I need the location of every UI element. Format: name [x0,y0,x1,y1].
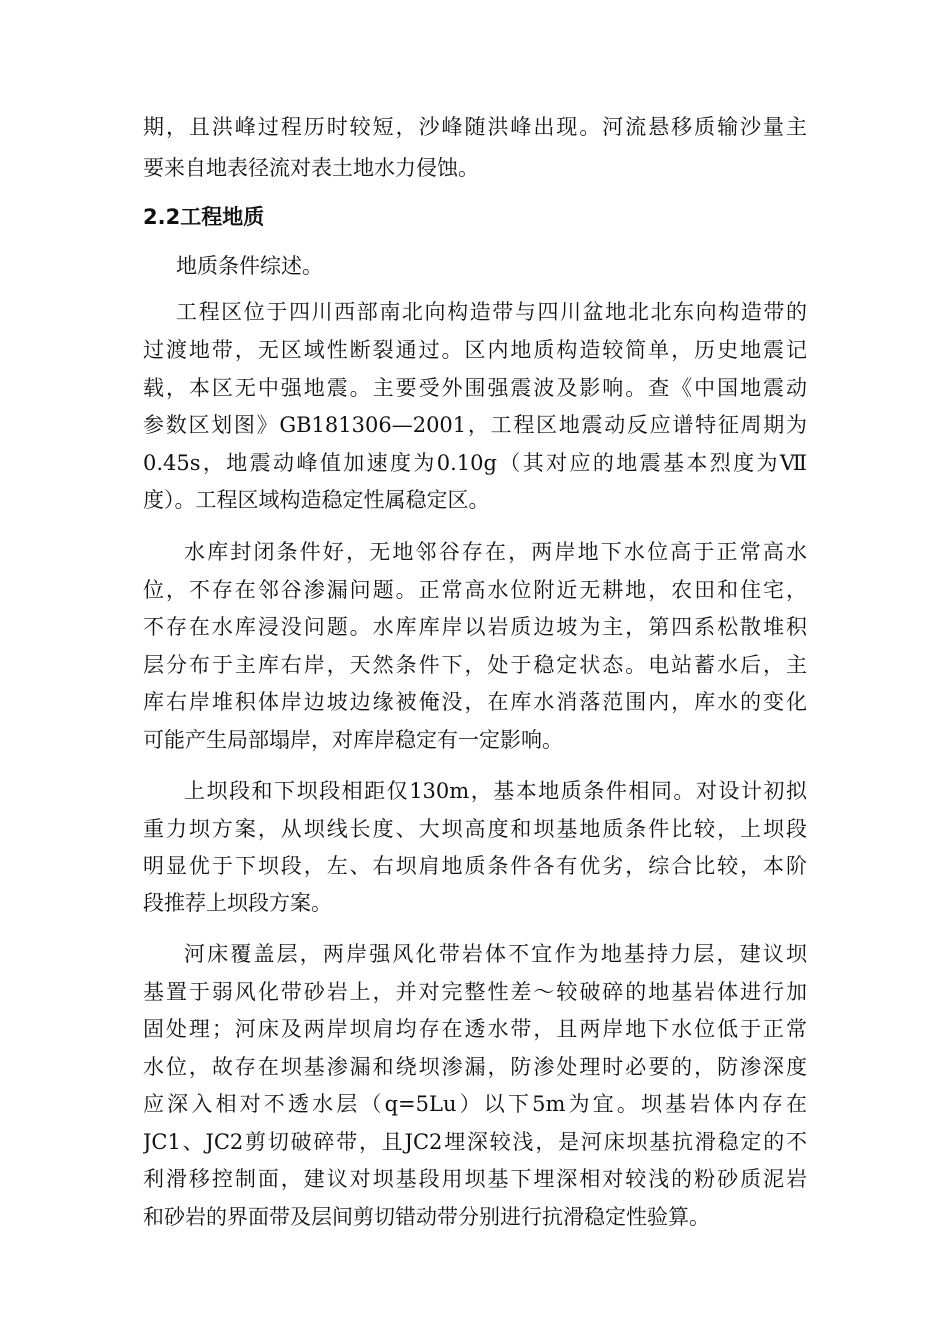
paragraph-1-line-6: 度）。工程区域构造稳定性属稳定区。 [143,488,490,512]
paragraph-3-line-3: 明显优于下坝段，左、右坝肩地质条件各有优劣，综合比较，本阶 [143,854,807,878]
paragraph-2-line-6: 可能产生局部塌岸，对库岸稳定有一定影响。 [143,728,563,752]
paragraph-3-line-2: 重力坝方案，从坝线长度、大坝高度和坝基地质条件比较，上坝段 [143,817,807,841]
paragraph-1-line-4: 参数区划图》GB181306—2001，工程区地震动反应谱特征周期为 [143,413,807,437]
paragraph-4-line-5: 应深入相对不透水层（q=5Lu）以下5m为宜。坝基岩体内存在 [143,1092,807,1116]
paragraph-2-line-4: 层分布于主库右岸，天然条件下，处于稳定状态。电站蓄水后，主 [143,653,807,677]
paragraph-3-line-4: 段推荐上坝段方案。 [143,891,332,915]
section-heading: 2.2工程地质 [143,205,265,229]
paragraph-1-line-2: 过渡地带，无区域性断裂通过。区内地质构造较简单，历史地震记 [143,338,807,362]
paragraph-4-line-2: 基置于弱风化带砂岩上，并对完整性差～较破碎的地基岩体进行加 [143,980,807,1004]
paragraph-2-line-5: 库右岸堆积体岸边坡边缘被俺没，在库水消落范围内，库水的变化 [143,690,807,714]
paragraph-1-line-3: 载，本区无中强地震。主要受外围强震波及影响。查《中国地震动 [143,376,807,400]
paragraph-4-line-1: 河床覆盖层，两岸强风化带岩体不宜作为地基持力层，建议坝 [184,942,807,966]
intro-line-2: 要来自地表径流对表土地水力侵蚀。 [143,156,479,180]
paragraph-4-line-7: 利滑移控制面，建议对坝基段用坝基下埋深相对较浅的粉砂质泥岩 [143,1167,807,1191]
summary-label: 地质条件综述。 [176,254,323,278]
paragraph-1-line-5: 0.45s，地震动峰值加速度为0.10g（其对应的地震基本烈度为Ⅶ [143,451,807,475]
paragraph-2-line-3: 不存在水库浸没问题。水库库岸以岩质边坡为主，第四系松散堆积 [143,615,807,639]
paragraph-3-line-1: 上坝段和下坝段相距仅130m，基本地质条件相同。对设计初拟 [184,779,807,803]
paragraph-2-line-2: 位，不存在邻谷渗漏问题。正常高水位附近无耕地，农田和住宅， [143,578,807,602]
paragraph-4-line-6: JC1、JC2剪切破碎带，且JC2埋深较浅，是河床坝基抗滑稳定的不 [143,1130,807,1154]
paragraph-4-line-8: 和砂岩的界面带及层间剪切错动带分别进行抗滑稳定性验算。 [143,1205,710,1229]
paragraph-2-line-1: 水库封闭条件好，无地邻谷存在，两岸地下水位高于正常高水 [184,540,807,564]
intro-line-1: 期，且洪峰过程历时较短，沙峰随洪峰出现。河流悬移质输沙量主 [143,115,807,139]
paragraph-4-line-4: 水位，故存在坝基渗漏和绕坝渗漏，防渗处理时必要的，防渗深度 [143,1055,807,1079]
paragraph-4-line-3: 固处理；河床及两岸坝肩均存在透水带，且两岸地下水位低于正常 [143,1017,807,1041]
paragraph-1-line-1: 工程区位于四川西部南北向构造带与四川盆地北北东向构造带的 [176,300,807,324]
